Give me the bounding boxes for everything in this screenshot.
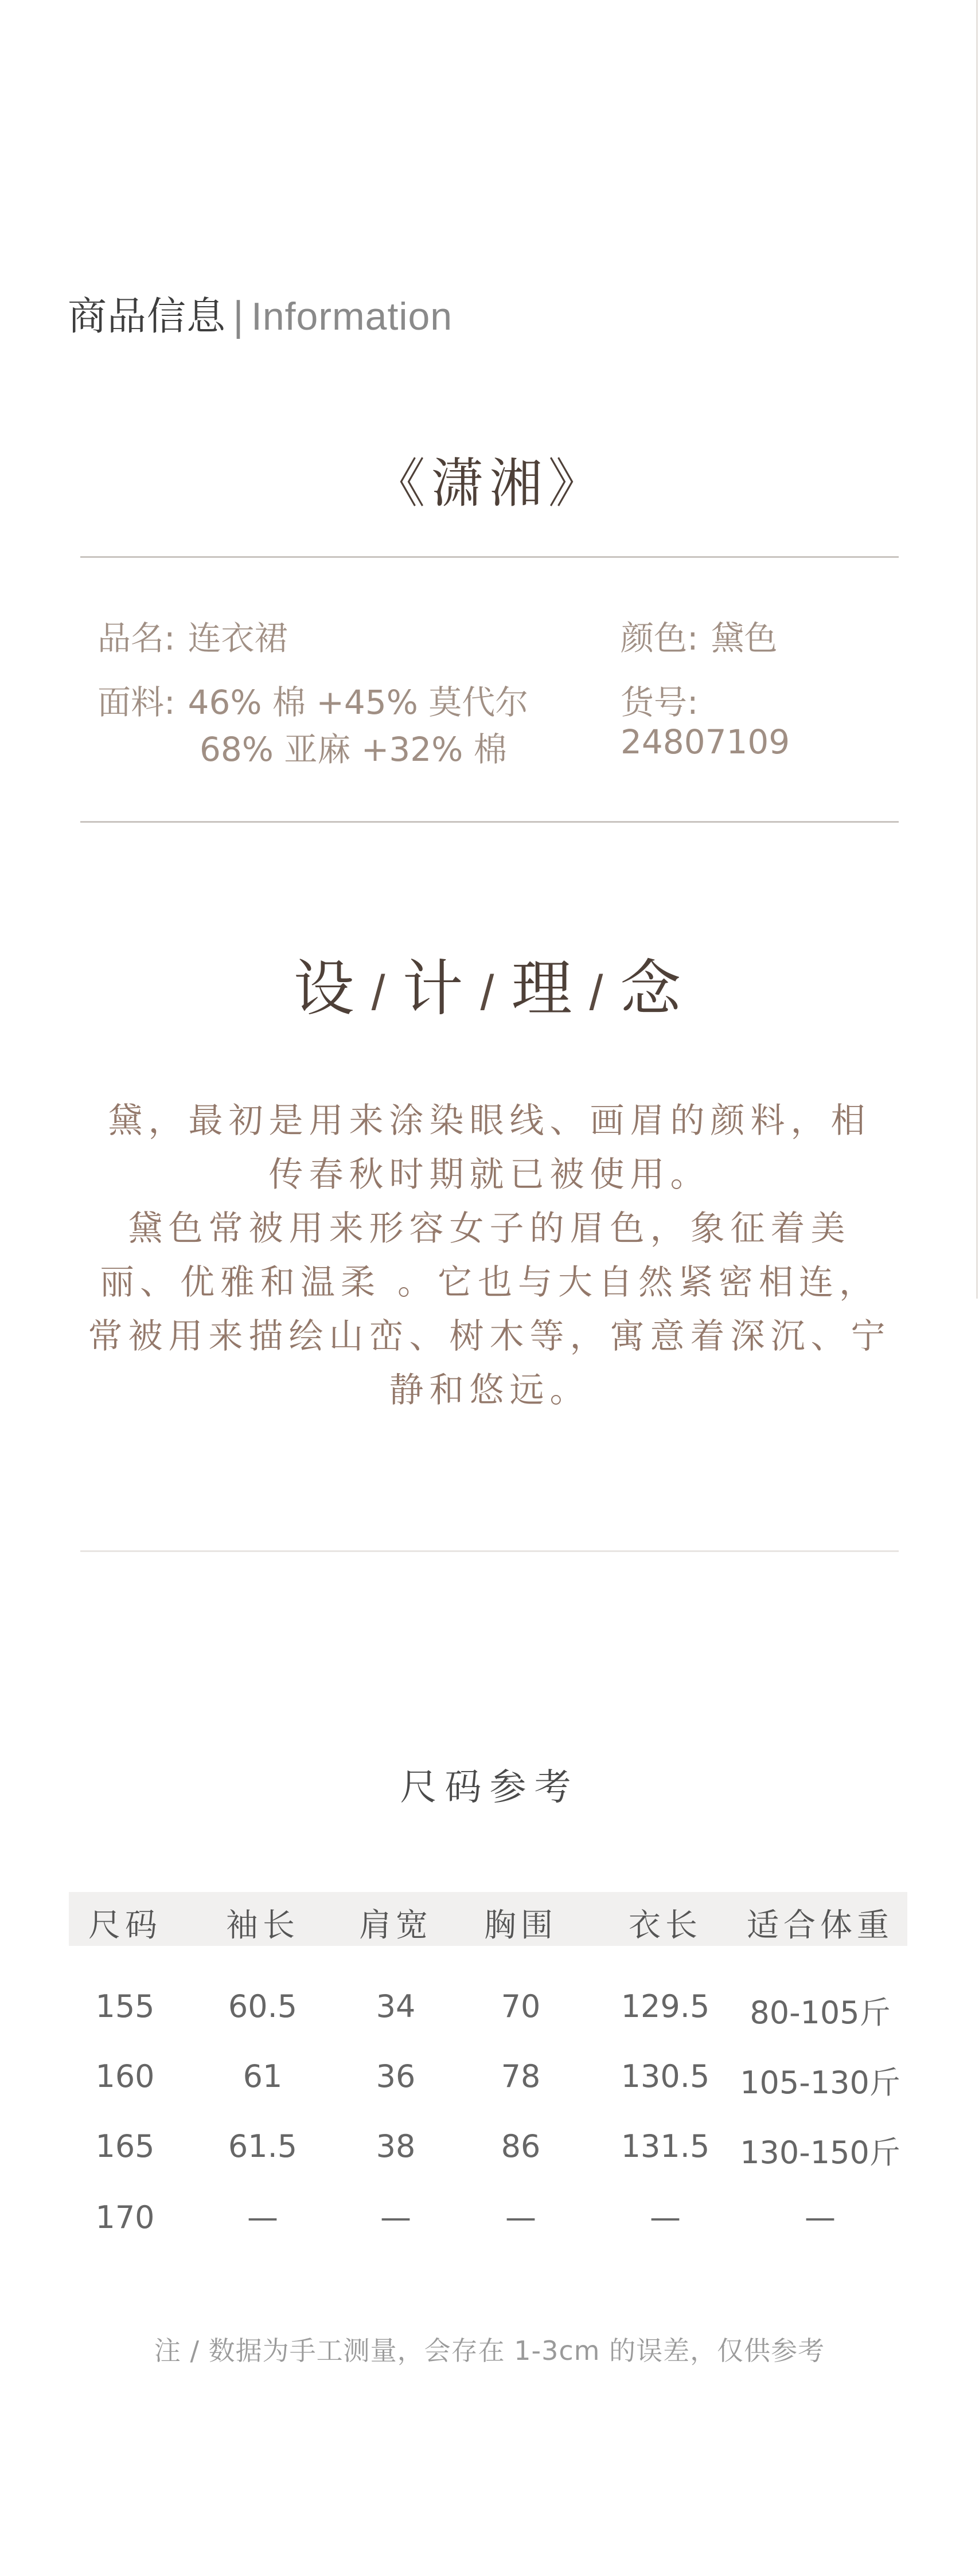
size-table-cell: 131.5 [621, 2128, 710, 2164]
size-table-cell: 165 [95, 2128, 155, 2164]
size-table-header-cell: 衣长 [629, 1907, 702, 1944]
size-table-cell: 38 [376, 2128, 416, 2164]
size-table-cell: — [380, 2199, 411, 2235]
size-table-cell: — [247, 2199, 278, 2235]
product-color-row [621, 611, 778, 659]
product-fabric-line2: 68% 亚麻 +32% 棉 [200, 730, 507, 769]
product-name-label: 品名: [97, 619, 175, 658]
design-description [69, 1094, 910, 1417]
size-table-cell: 61 [243, 2058, 283, 2094]
size-table-cell: 36 [376, 2058, 416, 2094]
design-title-char-3: 理 [511, 953, 577, 1024]
design-paragraph-2-line-4: 静和悠远。 [389, 1370, 590, 1410]
design-title-char-2: 计 [402, 953, 468, 1024]
product-fabric-line1: 46% 棉 +45% 莫代尔 [188, 683, 529, 722]
divider-bottom [80, 1550, 899, 1552]
measurement-note: 注 / 数据为手工测量，会存在 1-3cm 的误差，仅供参考 [154, 2335, 825, 2366]
size-table-header-cell: 适合体重 [747, 1907, 894, 1944]
product-fabric-row [97, 675, 528, 724]
design-title-slash-3: / [589, 965, 608, 1021]
design-paragraph-1-line-1: 黛，最初是用来涂染眼线、画眉的颜料，相 [108, 1101, 871, 1141]
size-table-header-cell: 尺码 [88, 1907, 162, 1944]
size-table-cell: 34 [376, 1988, 416, 2024]
size-table-header-cell: 肩宽 [359, 1907, 432, 1944]
design-title-slash-1: / [371, 965, 390, 1021]
size-table-cell: 155 [95, 1988, 155, 2024]
section-header-separator: | [232, 294, 245, 339]
divider-middle [80, 821, 899, 823]
size-table-cell: 160 [95, 2058, 155, 2094]
design-title [0, 940, 979, 1027]
section-header [68, 286, 453, 341]
size-table-cell: 78 [501, 2058, 541, 2094]
size-table-cell: 129.5 [621, 1988, 710, 2024]
product-sku-label: 货号: [621, 683, 699, 722]
design-paragraph-2-line-2: 丽、优雅和温柔 。它也与大自然紧密相连， [99, 1262, 880, 1303]
product-color-label: 颜色: [621, 619, 699, 658]
size-table-cell: — [505, 2199, 536, 2235]
size-table-cell: 61.5 [228, 2128, 298, 2164]
size-table-cell: 70 [501, 1988, 541, 2024]
size-table-header-cell: 胸围 [484, 1907, 557, 1944]
size-table-cell: 170 [95, 2199, 155, 2235]
size-chart-title: 尺码参考 [400, 1766, 579, 1809]
size-table-cell: — [805, 2199, 836, 2235]
section-header-cn: 商品信息 [68, 294, 227, 339]
design-paragraph-2-line-3: 常被用来描绘山峦、树木等，寓意着深沉、宁 [88, 1316, 891, 1357]
size-table-cell: 86 [501, 2128, 541, 2164]
design-title-char-1: 设 [293, 953, 359, 1024]
product-fabric-label: 面料: [97, 683, 175, 722]
size-table-cell: 105-130斤 [740, 2065, 900, 2101]
design-paragraph-1-line-2: 传春秋时期就已被使用。 [268, 1155, 711, 1195]
size-table-cell: 130-150斤 [740, 2135, 900, 2171]
size-table-cell: 60.5 [228, 1988, 298, 2024]
size-table-cell: 80-105斤 [750, 1995, 891, 2031]
size-table-cell: 130.5 [621, 2058, 710, 2094]
product-name-row [97, 611, 288, 659]
product-name-value: 连衣裙 [188, 619, 288, 658]
design-title-char-4: 念 [620, 953, 686, 1024]
size-table-header-cell: 袖长 [226, 1907, 299, 1944]
product-title: 《潇湘》 [372, 453, 607, 514]
design-title-slash-2: / [480, 965, 499, 1021]
page-edge-line [976, 0, 978, 1299]
product-color-value: 黛色 [711, 619, 778, 658]
design-paragraph-2-line-1: 黛色常被用来形容女子的眉色，象征着美 [128, 1209, 851, 1249]
section-header-en: Information [251, 295, 453, 338]
divider-top [80, 556, 899, 558]
size-table-cell: — [650, 2199, 681, 2235]
product-sku-value: 24807109 [621, 722, 790, 761]
